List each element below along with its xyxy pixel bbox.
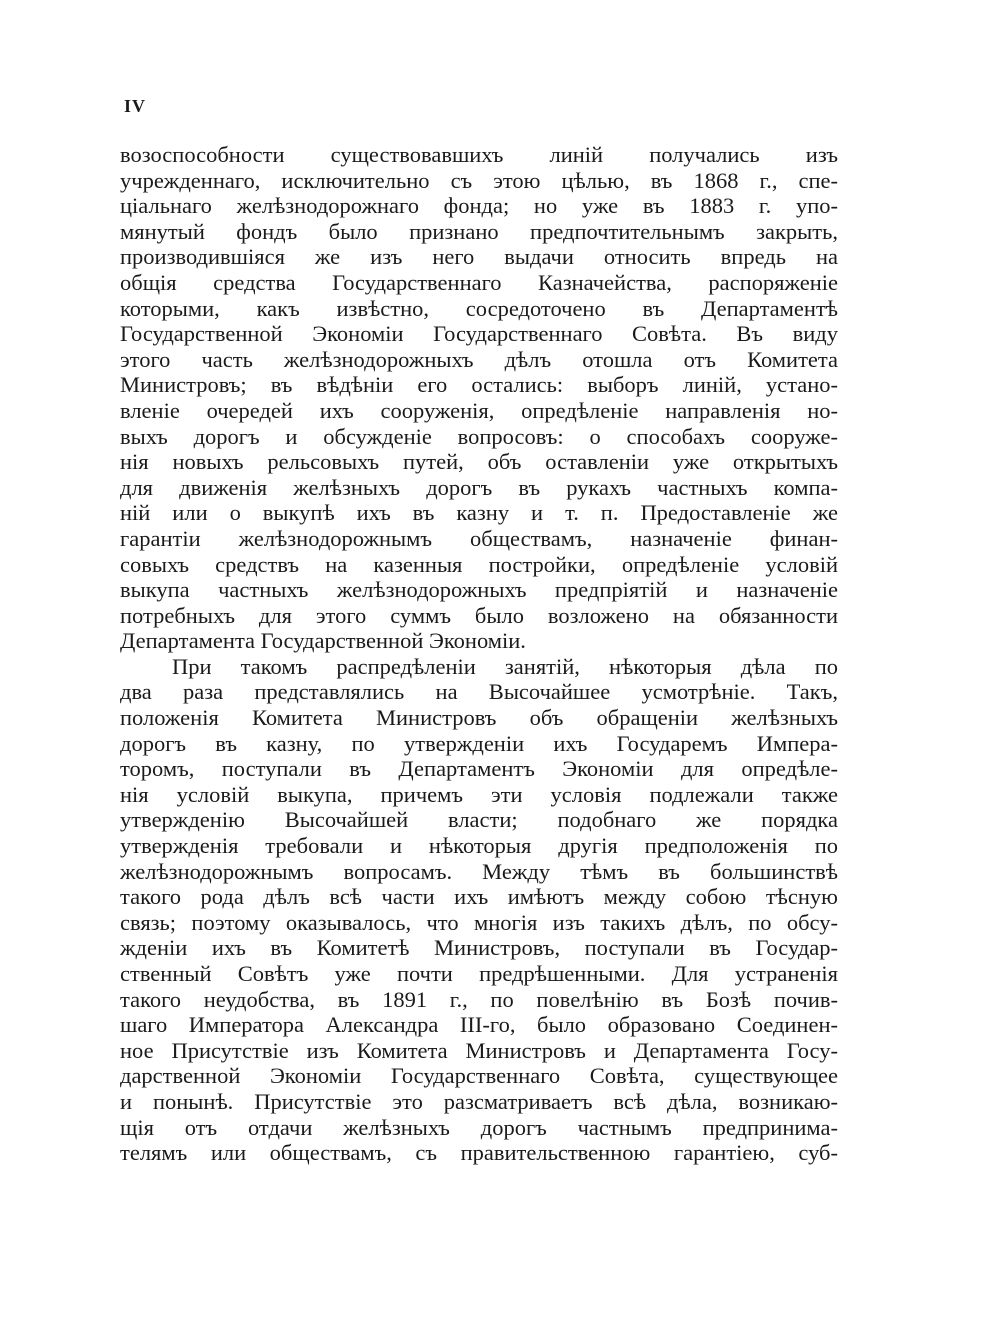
text-line: и понынѣ. Присутствіе это разсматриваетъ всѣ дѣла, возникаю-: [120, 1088, 838, 1114]
text-line: такого рода дѣлъ всѣ части ихъ имѣютъ между собою тѣсную: [120, 884, 838, 910]
text-line: ственный Совѣтъ уже почти предрѣшенными. Для устраненія: [120, 961, 838, 986]
text-line: утвержденію Высочайшей власти; подобнаго же порядка: [120, 807, 838, 833]
text-line: учрежденнаго, исключительно съ этою цѣлью, въ 1868 г., спе-: [120, 167, 838, 193]
text-line: два раза представлялись на Высочайшее усмотрѣніе. Такъ,: [120, 679, 838, 705]
text-line: нія новыхъ рельсовыхъ путей, объ оставленіи уже открытыхъ: [120, 449, 838, 475]
text-line: производившіяся же изъ него выдачи относить впредь на: [120, 244, 838, 270]
text-line: мянутый фондъ было признано предпочтительнымъ закрыть,: [120, 218, 838, 244]
text-line: совыхъ средствъ на казенныя постройки, опредѣленіе условій: [120, 551, 838, 577]
text-line: желѣзнодорожнымъ вопросамъ. Между тѣмъ въ большинствѣ: [120, 858, 838, 884]
paragraph-2: [120, 654, 838, 1166]
text-line: ціальнаго желѣзнодорожнаго фонда; но уже въ 1883 г. упо-: [120, 193, 838, 219]
text-line: Министровъ; въ вѣдѣніи его остались: выборъ линій, устано-: [120, 372, 838, 398]
text-line: гарантіи желѣзнодорожнымъ обществамъ, назначеніе финан-: [120, 525, 838, 551]
text-line: возоспособности существовавшихъ линій получались изъ: [120, 142, 838, 167]
text-line: для движенія желѣзныхъ дорогъ въ рукахъ частныхъ компа-: [120, 474, 838, 500]
paragraph-1: [120, 142, 838, 654]
text-line: Департамента Государственной Экономіи.: [120, 628, 526, 654]
text-line: нія условій выкупа, причемъ эти условія подлежали также: [120, 781, 838, 807]
text-line: ное Присутствіе изъ Комитета Министровъ и Департамента Госу-: [120, 1037, 838, 1063]
text-line: жденіи ихъ въ Комитетѣ Министровъ, поступали въ Государ-: [120, 935, 838, 961]
text-line: потребныхъ для этого суммъ было возложено на обязанности: [120, 602, 838, 628]
text-line: При такомъ распредѣленіи занятій, нѣкоторыя дѣла по: [172, 653, 838, 679]
body-text: [120, 142, 838, 1166]
text-line: общія средства Государственнаго Казначейства, распоряженіе: [120, 269, 838, 295]
text-line: телямъ или обществамъ, съ правительственною гарантіею, суб-: [120, 1140, 838, 1166]
text-line: выкупа частныхъ желѣзнодорожныхъ предпріятій и назначеніе: [120, 577, 838, 603]
text-line: ній или о выкупѣ ихъ въ казну и т. п. Предоставленіе же: [120, 500, 838, 526]
text-line: утвержденія требовали и нѣкоторыя другія предположенія по: [120, 833, 838, 859]
text-line: этого часть желѣзнодорожныхъ дѣлъ отошла отъ Комитета: [120, 346, 838, 372]
text-line: которыми, какъ извѣстно, сосредоточено въ Департаментѣ: [120, 295, 838, 321]
text-line: связь; поэтому оказывалось, что многія изъ такихъ дѣлъ, по обсу-: [120, 909, 838, 935]
text-line: выхъ дорогъ и обсужденіе вопросовъ: о способахъ сооруже-: [120, 423, 838, 449]
text-line: дарственной Экономіи Государственнаго Совѣта, существующее: [120, 1063, 838, 1089]
text-line: дорогъ въ казну, по утвержденіи ихъ Государемъ Импера-: [120, 730, 838, 756]
text-line: положенія Комитета Министровъ объ обращеніи желѣзныхъ: [120, 705, 838, 731]
page-number: IV: [124, 96, 147, 116]
text-line: щія отъ отдачи желѣзныхъ дорогъ частнымъ предпринима-: [120, 1114, 838, 1140]
text-line: такого неудобства, въ 1891 г., по повелѣнію въ Бозѣ почив-: [120, 986, 838, 1012]
text-line: Государственной Экономіи Государственнаго Совѣта. Въ виду: [120, 321, 838, 347]
text-line: торомъ, поступали въ Департаментъ Экономіи для опредѣле-: [120, 756, 838, 782]
text-line: шаго Императора Александра III-го, было образовано Соединен-: [120, 1012, 838, 1038]
text-line: вленіе очередей ихъ сооруженія, опредѣленіе направленія но-: [120, 397, 838, 423]
